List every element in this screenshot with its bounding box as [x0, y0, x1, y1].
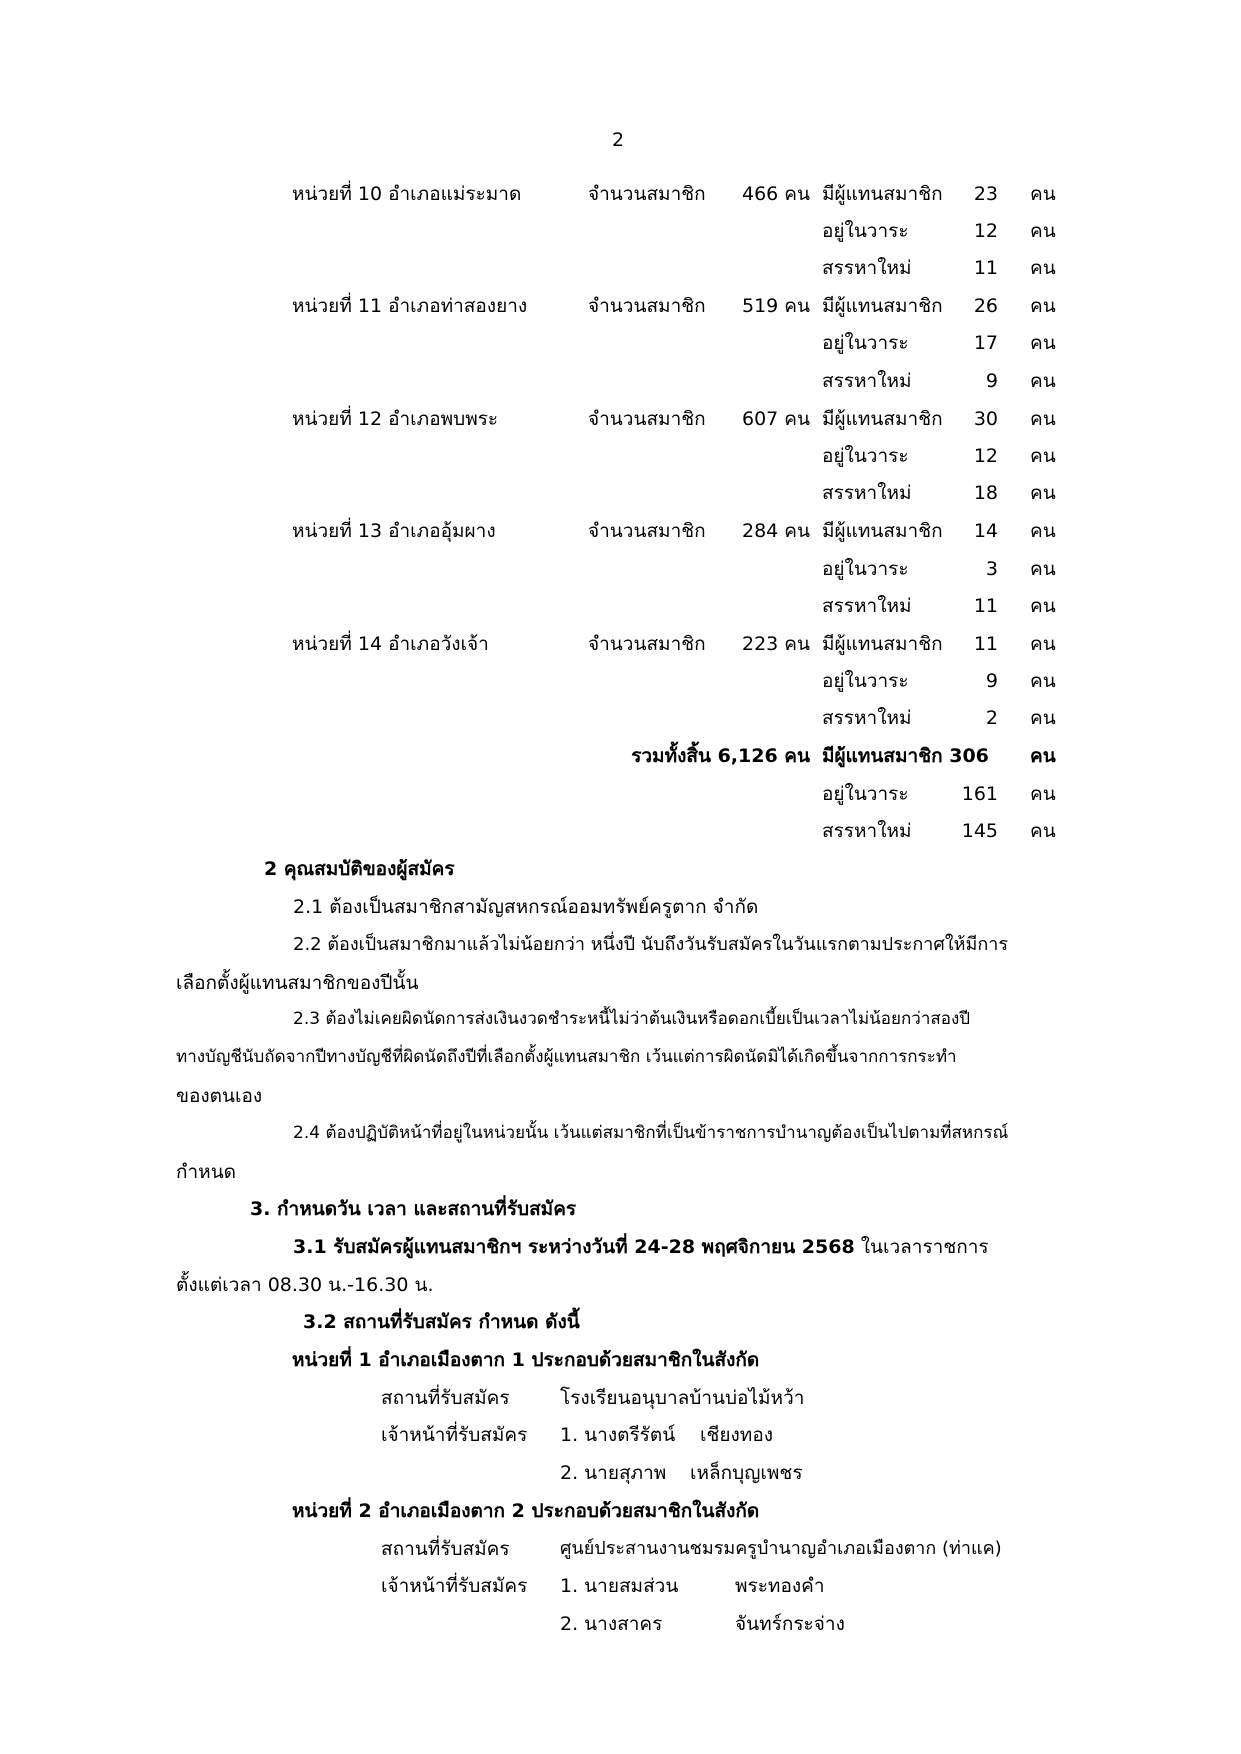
- paragraph: 2.1 ต้องเป็นสมาชิกสามัญสหกรณ์ออมทรัพย์ครูตาก จำกัด: [293, 896, 759, 918]
- venue-title: หน่วยที่ 2 อำเภอเมืองตาก 2 ประกอบด้วยสมาชิกในสังกัด: [292, 1500, 760, 1522]
- unit-name: หน่วยที่ 10 อำเภอแม่ระมาด: [292, 183, 522, 205]
- unit-label: คน: [1030, 257, 1056, 279]
- unit-name: หน่วยที่ 12 อำเภอพบพระ: [292, 408, 499, 430]
- new-label: สรรหาใหม่: [822, 707, 912, 729]
- page-number: 2: [612, 129, 625, 151]
- unit-label: คน: [1030, 445, 1056, 467]
- unit-label: คน: [1030, 558, 1056, 580]
- unit-label: คน: [1030, 482, 1056, 504]
- unit-label: คน: [1030, 633, 1056, 655]
- members-count: 607 คน: [741, 408, 810, 430]
- total-label: รวมทั้งสิ้น 6,126 คน: [631, 745, 810, 767]
- term-count: 17: [973, 332, 998, 354]
- term-label: อยู่ในวาระ: [822, 558, 909, 580]
- new-label: สรรหาใหม่: [822, 595, 912, 617]
- staff-first-name: 1. นางตรีรัตน์: [560, 1424, 676, 1446]
- place-value: โรงเรียนอนุบาลบ้านบ่อไม้หว้า: [560, 1387, 805, 1409]
- staff-label: เจ้าหน้าที่รับสมัคร: [381, 1575, 528, 1597]
- unit-label: คน: [1030, 295, 1056, 317]
- total-rep-label: มีผู้แทนสมาชิก 306: [822, 745, 989, 767]
- members-label: จำนวนสมาชิก: [588, 520, 706, 542]
- paragraph: เลือกตั้งผู้แทนสมาชิกของปีนั้น: [176, 972, 419, 994]
- place-label: สถานที่รับสมัคร: [381, 1538, 510, 1560]
- unit-name: หน่วยที่ 14 อำเภอวังเจ้า: [292, 633, 489, 655]
- staff-label: เจ้าหน้าที่รับสมัคร: [381, 1424, 528, 1446]
- unit-label: คน: [1030, 332, 1056, 354]
- members-count: 519 คน: [741, 295, 810, 317]
- unit-name: หน่วยที่ 11 อำเภอท่าสองยาง: [292, 295, 528, 317]
- staff-last-name: จันทร์กระจ่าง: [735, 1613, 845, 1635]
- unit-label: คน: [1030, 707, 1056, 729]
- new-count: 11: [973, 257, 998, 279]
- new-count: 18: [973, 482, 998, 504]
- new-count: 145: [961, 820, 998, 842]
- section-heading: 2 คุณสมบัติของผู้สมัคร: [264, 858, 455, 880]
- term-count: 9: [985, 670, 998, 692]
- term-label: อยู่ในวาระ: [822, 670, 909, 692]
- new-label: สรรหาใหม่: [822, 370, 912, 392]
- staff-first-name: 1. นายสมส่วน: [560, 1575, 679, 1597]
- staff-last-name: เหล็กบุญเพชร: [690, 1462, 803, 1484]
- new-count: 9: [985, 370, 998, 392]
- rep-label: มีผู้แทนสมาชิก: [822, 183, 943, 205]
- term-label: อยู่ในวาระ: [822, 220, 909, 242]
- members-label: จำนวนสมาชิก: [588, 183, 706, 205]
- members-count: 466 คน: [741, 183, 810, 205]
- unit-label: คน: [1030, 670, 1056, 692]
- new-count: 11: [973, 595, 998, 617]
- unit-label: คน: [1030, 370, 1056, 392]
- new-label: สรรหาใหม่: [822, 482, 912, 504]
- rep-label: มีผู้แทนสมาชิก: [822, 408, 943, 430]
- rep-count: 14: [973, 520, 998, 542]
- rep-label: มีผู้แทนสมาชิก: [822, 633, 943, 655]
- term-label: อยู่ในวาระ: [822, 445, 909, 467]
- venue-title: หน่วยที่ 1 อำเภอเมืองตาก 1 ประกอบด้วยสมาชิกในสังกัด: [292, 1349, 760, 1371]
- paragraph: 2.4 ต้องปฏิบัติหน้าที่อยู่ในหน่วยนั้น เว้นแต่สมาชิกที่เป็นข้าราชการบำนาญต้องเป็นไปตามที่สหกรณ์: [293, 1123, 1009, 1143]
- paragraph: ตั้งแต่เวลา 08.30 น.-16.30 น.: [176, 1274, 434, 1296]
- unit-label: คน: [1030, 520, 1056, 542]
- unit-label: คน: [1030, 783, 1056, 805]
- term-count: 161: [961, 783, 998, 805]
- new-count: 2: [985, 707, 998, 729]
- unit-name: หน่วยที่ 13 อำเภออุ้มผาง: [292, 520, 496, 542]
- term-label: อยู่ในวาระ: [822, 332, 909, 354]
- unit-label: คน: [1030, 820, 1056, 842]
- paragraph: กำหนด: [176, 1161, 237, 1183]
- new-label: สรรหาใหม่: [822, 820, 912, 842]
- rep-label: มีผู้แทนสมาชิก: [822, 520, 943, 542]
- place-label: สถานที่รับสมัคร: [381, 1387, 510, 1409]
- rep-count: 23: [973, 183, 998, 205]
- unit-label: คน: [1030, 408, 1056, 430]
- staff-last-name: เชียงทอง: [700, 1424, 774, 1446]
- rep-count: 11: [973, 633, 998, 655]
- members-label: จำนวนสมาชิก: [588, 295, 706, 317]
- rep-count: 30: [973, 408, 998, 430]
- new-label: สรรหาใหม่: [822, 257, 912, 279]
- paragraph: [293, 1238, 989, 1257]
- unit-label: คน: [1030, 595, 1056, 617]
- section-heading: 3. กำหนดวัน เวลา และสถานที่รับสมัคร: [250, 1198, 577, 1220]
- unit-label: คน: [1030, 745, 1056, 767]
- staff-last-name: พระทองคำ: [735, 1575, 825, 1597]
- term-count: 3: [985, 558, 998, 580]
- members-count: 284 คน: [741, 520, 810, 542]
- staff-first-name: 2. นายสุภาพ: [560, 1462, 667, 1484]
- paragraph: 2.3 ต้องไม่เคยผิดนัดการส่งเงินงวดชำระหนี้ไม่ว่าต้นเงินหรือดอกเบี้ยเป็นเวลาไม่น้อยกว่าสองปี: [293, 1009, 971, 1029]
- rep-label: มีผู้แทนสมาชิก: [822, 295, 943, 317]
- unit-label: คน: [1030, 220, 1056, 242]
- members-label: จำนวนสมาชิก: [588, 633, 706, 655]
- paragraph: ของตนเอง: [176, 1085, 263, 1107]
- paragraph: ทางบัญชีนับถัดจากปีทางบัญชีที่ผิดนัดถึงปีที่เลือกตั้งผู้แทนสมาชิก เว้นแต่การผิดนัดมิได้เกิดขึ้นจากการกระทำ: [176, 1047, 957, 1067]
- term-count: 12: [973, 220, 998, 242]
- staff-first-name: 2. นางสาคร: [560, 1613, 663, 1635]
- office-hours: ในเวลาราชการ: [854, 1236, 989, 1258]
- members-count: 223 คน: [741, 633, 810, 655]
- place-value: ศูนย์ประสานงานชมรมครูบำนาญอำเภอเมืองตาก (ท่าแค): [560, 1538, 1002, 1559]
- rep-count: 26: [973, 295, 998, 317]
- subsection-heading: 3.2 สถานที่รับสมัคร กำหนด ดังนี้: [303, 1311, 580, 1333]
- paragraph: 2.2 ต้องเป็นสมาชิกมาแล้วไม่น้อยกว่า หนึ่งปี นับถึงวันรับสมัครในวันแรกตามประกาศให้มีการ: [293, 934, 1009, 955]
- registration-dates: 3.1 รับสมัครผู้แทนสมาชิกฯ ระหว่างวันที่ 24-28 พฤศจิกายน 2568: [293, 1236, 855, 1258]
- term-count: 12: [973, 445, 998, 467]
- term-label: อยู่ในวาระ: [822, 783, 909, 805]
- members-label: จำนวนสมาชิก: [588, 408, 706, 430]
- unit-label: คน: [1030, 183, 1056, 205]
